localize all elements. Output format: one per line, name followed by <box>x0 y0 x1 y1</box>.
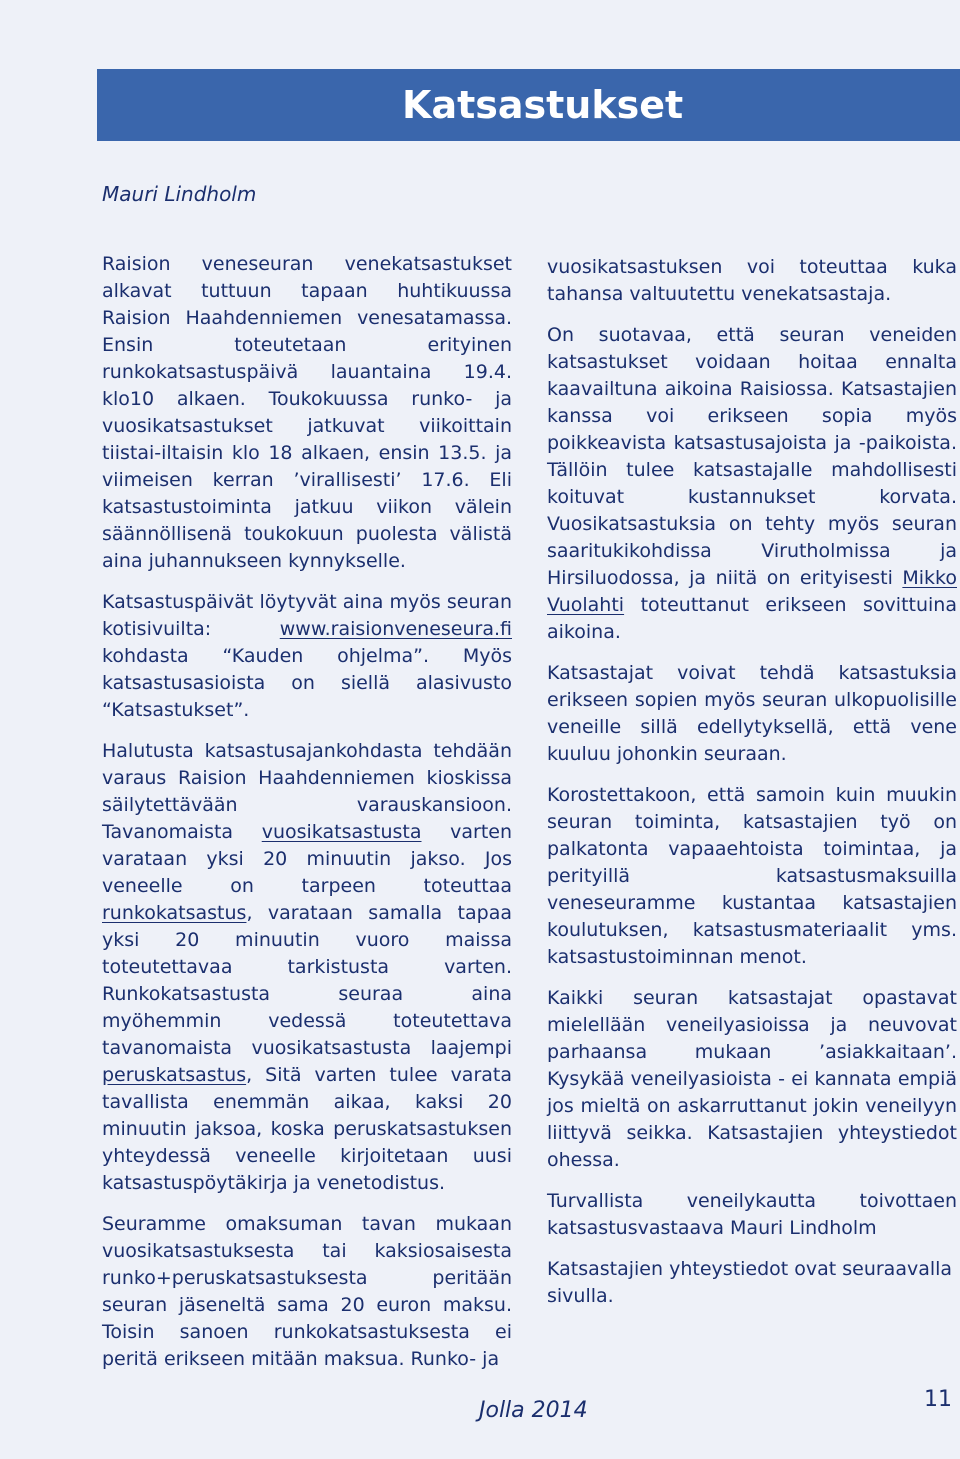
paragraph-text: toteuttanut erikseen sovittuina aikoina. <box>547 594 957 643</box>
paragraph-text: , varataan samalla tapaa yksi 20 minuutin vuoro maissa toteutettavaa tarkistusta varten. Runkokatsastusta seuraa aina myöhemmin vedessä toteutettava tavanomaista vuosikatsastusta laajempi <box>102 902 512 1059</box>
paragraph <box>102 589 512 724</box>
paragraph <box>547 660 957 768</box>
paragraph <box>547 322 957 646</box>
paragraph <box>102 251 512 575</box>
paragraph <box>547 985 957 1174</box>
paragraph-text: Kaikki seuran katsastajat opastavat mielellään veneilyasioissa ja neuvovat parhaansa mukaan ’asiakkaitaan’. Kysykää veneilyasioista - ei kannata empiä jos mieltä on askarruttanut jokin veneilyyn liittyvä seikka. Katsastajien yhteystiedot ohessa. <box>547 987 957 1171</box>
term-vuosikatsastus: vuosikatsastusta <box>261 821 422 843</box>
left-column <box>102 251 512 1387</box>
paragraph-text: Korostettakoon, että samoin kuin muukin seuran toiminta, katsastajien työ on palkatonta vapaaehtoista toimintaa, ja perityillä katsastusmaksuilla veneseuramme kustantaa katsastajien koulutuksen, katsastusmateriaalit yms. katsastustoiminnan menot. <box>547 784 957 968</box>
paragraph-text: Katsastuspäivät löytyvät aina myös seuran kotisivuilta: <box>102 591 512 640</box>
publication-name: Jolla 2014 <box>479 1398 588 1423</box>
paragraph-text: On suotavaa, että seuran veneiden katsastukset voidaan hoitaa ennalta kaavailtuna aikoina Raisiossa. Katsastajien kanssa voi erikseen sopia myös poikkeavista katsastusajoista ja -paikoista. Tällöin tulee katsastajalle mahdollisesti koituvat kustannukset korvata. Vuosikatsastuksia on tehty myös seuran saaritukikohdissa Virutholmissa ja Hirsiluodossa, ja niitä on erityisesti <box>547 324 957 589</box>
term-runkokatsastus: runkokatsastus <box>102 902 247 924</box>
paragraph-text: Katsastajat voivat tehdä katsastuksia erikseen sopien myös seuran ulkopuolisille veneille sillä edellytyksellä, että vene kuuluu johonkin seuraan. <box>547 662 957 765</box>
paragraph <box>102 1211 512 1373</box>
paragraph-text: varten varataan yksi 20 minuutin jakso. Jos veneelle on tarpeen toteuttaa <box>102 821 513 897</box>
paragraph <box>547 254 957 308</box>
paragraph-text: Turvallista veneilykautta toivottaen katsastusvastaava Mauri Lindholm <box>547 1190 957 1239</box>
paragraph-text: Raision veneseuran venekatsastukset alkavat tuttuun tapaan huhtikuussa Raision Haahdenniemen venesatamassa. Ensin toteutetaan erityinen runkokatsastuspäivä lauantaina 19.4. klo10 alkaen. Toukokuussa runko- ja vuosikatsastukset jatkuvat viikoittain tiistai-iltaisin klo 18 alkaen, ensin 13.5. ja viimeisen kerran ’virallisesti’ 17.6. Eli katsastustoiminta jatkuu viikon välein säännöllisenä toukokuun puolesta välistä aina juhannukseen kynnykselle. <box>102 253 512 572</box>
paragraph-text: Halutusta katsastusajankohdasta tehdään varaus Raision Haahdenniemen kioskissa säilytettävään varauskansioon. Tavanomaista <box>102 740 512 843</box>
paragraph-text: Seuramme omaksuman tavan mukaan vuosikatsastuksesta tai kaksiosaisesta runko+peruskatsastuksesta peritään seuran jäseneltä sama 20 euron maksu. Toisin sanoen runkokatsastuksesta ei peritä erikseen mitään maksua. Runko- ja <box>102 1213 512 1370</box>
person-name-link: Mikko Vuolahti <box>547 567 957 616</box>
author-name: Mauri Lindholm <box>102 182 257 206</box>
paragraph-text: kohdasta “Kauden ohjelma”. Myös katsastusasioista on siellä alasivusto “Katsastukset”. <box>102 645 512 721</box>
page-title: Katsastukset <box>402 83 684 127</box>
paragraph <box>547 782 957 971</box>
page-number: 11 <box>924 1387 952 1412</box>
closing-greeting <box>547 1188 957 1242</box>
title-bar <box>97 69 960 141</box>
paragraph-text: vuosikatsastuksen voi toteuttaa kuka tahansa valtuutettu venekatsastaja. <box>547 256 957 305</box>
paragraph <box>102 738 512 1197</box>
term-peruskatsastus: peruskatsastus <box>102 1064 247 1086</box>
paragraph-text: Katsastajien yhteystiedot ovat seuraavalla sivulla. <box>547 1258 953 1307</box>
paragraph-text: , Sitä varten tulee varata tavallista enemmän aikaa, kaksi 20 minuutin jaksoa, koska peruskatsastuksen yhteydessä veneelle kirjoitetaan uusi katsastuspöytäkirja ja venetodistus. <box>102 1064 512 1194</box>
paragraph <box>547 1256 957 1310</box>
website-link[interactable]: www.raisionveneseura.fi <box>279 618 512 640</box>
right-column <box>547 254 957 1324</box>
